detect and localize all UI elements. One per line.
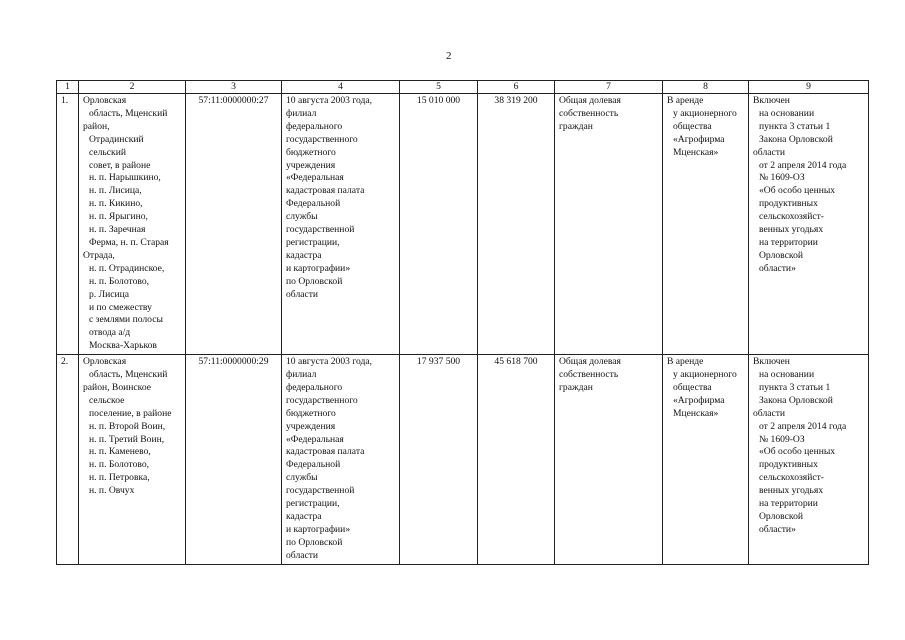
encumbrance-cell-line: Мценская» (673, 407, 719, 419)
location-cell-line: Отрада, (83, 249, 115, 261)
basis-cell-line: от 2 апреля 2014 года (759, 159, 847, 171)
encumbrance-cell-line: В аренде (667, 356, 704, 368)
basis-cell-line: на основании (759, 369, 815, 381)
location-cell-line: н. п. Отрадинское, (89, 262, 165, 274)
encumbrance-cell-line: общества (673, 120, 712, 132)
ownership-cell (555, 94, 663, 355)
registration-cell-line: области (286, 288, 319, 300)
area-cell: 17 937 500 (400, 355, 478, 565)
registration-cell-line: Федеральной (286, 198, 341, 210)
encumbrance-cell-line: Мценская» (673, 146, 719, 158)
registration-cell-line: и картографии» (286, 523, 351, 535)
basis-cell-line: пункта 3 статьи 1 (759, 120, 831, 132)
basis-cell-line: венных угодьях (759, 485, 824, 497)
registration-cell-line: учреждения (286, 420, 336, 432)
location-cell-line: с землями полосы (89, 314, 163, 326)
registration-cell-line: государственного (286, 133, 358, 145)
registration-cell-line: государственного (286, 394, 358, 406)
area-cell: 15 010 000 (400, 94, 478, 355)
registration-cell-line: государственной (286, 224, 355, 236)
basis-cell-line: Орловской (759, 249, 804, 261)
location-cell-line: н. п. Заречная (89, 224, 146, 236)
ownership-cell-line: граждан (559, 381, 593, 393)
registration-cell-line: «Федеральная (286, 433, 344, 445)
basis-cell-line: на основании (759, 107, 815, 119)
value-cell: 38 319 200 (478, 94, 555, 355)
encumbrance-cell-line: у акционерного (673, 369, 737, 381)
location-cell-line: н. п. Овчух (89, 485, 135, 497)
registration-cell (282, 355, 400, 565)
cadastral-number: 57:11:0000000:29 (186, 355, 282, 565)
basis-cell-line: Закона Орловской (759, 394, 833, 406)
location-cell-line: н. п. Болотово, (89, 459, 150, 471)
basis-cell-line: Включен (753, 95, 790, 106)
registration-cell-line: 10 августа 2003 года, (286, 356, 373, 368)
registration-cell-line: кадастра (286, 511, 322, 522)
registration-cell-line: регистрации, (286, 236, 340, 248)
registration-cell-line: «Федеральная (286, 172, 344, 184)
ownership-cell-line: собственность (559, 369, 619, 381)
registration-cell-line: 10 августа 2003 года, (286, 95, 373, 106)
column-header: 3 (186, 81, 282, 94)
ownership-cell-line: Общая долевая (559, 356, 621, 368)
basis-cell-line: венных угодьях (759, 224, 824, 236)
column-header: 2 (79, 81, 186, 94)
registration-cell-line: бюджетного (286, 407, 336, 419)
ownership-cell-line: собственность (559, 107, 619, 119)
page-number: 2 (446, 50, 452, 62)
registration-cell-line: федерального (286, 381, 343, 393)
column-header: 9 (749, 81, 869, 94)
basis-cell-line: сельскохозяйст- (759, 472, 824, 484)
column-header: 8 (663, 81, 749, 94)
location-cell-line: сельское (89, 394, 125, 406)
table-row (57, 94, 869, 355)
registration-cell-line: службы (286, 472, 318, 484)
location-cell-line: н. п. Лисица, (89, 185, 142, 197)
header-row (57, 81, 869, 94)
encumbrance-cell (663, 355, 749, 565)
registration-cell-line: федерального (286, 120, 343, 132)
basis-cell-line: области» (759, 262, 796, 274)
registration-cell-line: Федеральной (286, 459, 341, 471)
location-cell-line: н. п. Петровка, (89, 472, 150, 484)
basis-cell-line: Орловской (759, 511, 804, 522)
basis-cell-line: сельскохозяйст- (759, 211, 824, 223)
registration-cell-line: государственной (286, 485, 355, 497)
basis-cell-line: продуктивных (759, 198, 818, 210)
registration-cell-line: филиал (286, 107, 317, 119)
basis-cell-line: «Об особо ценных (759, 185, 836, 197)
basis-cell-line: на территории (759, 236, 818, 248)
land-registry-table (56, 80, 869, 565)
registration-cell-line: филиал (286, 369, 317, 381)
location-cell-line: район, Воинское (83, 381, 151, 393)
basis-cell-line: продуктивных (759, 459, 818, 471)
location-cell (79, 94, 186, 355)
basis-cell-line: Включен (753, 356, 790, 368)
location-cell-line: Отрадинский (89, 133, 144, 145)
location-cell-line: Москва-Харьков (89, 340, 157, 352)
location-cell-line: н. п. Кикино, (89, 198, 143, 210)
basis-cell-line: области» (759, 523, 796, 535)
location-cell (79, 355, 186, 565)
column-header: 6 (478, 81, 555, 94)
location-cell-line: отвода а/д (89, 327, 131, 339)
location-cell-line: н. п. Второй Воин, (89, 420, 166, 432)
encumbrance-cell-line: у акционерного (673, 107, 737, 119)
basis-cell (749, 94, 869, 355)
encumbrance-cell-line: «Агрофирма (673, 133, 725, 145)
ownership-cell-line: граждан (559, 120, 593, 132)
basis-cell-line: «Об особо ценных (759, 446, 836, 458)
registration-cell-line: кадастровая палата (286, 185, 365, 197)
location-cell-line: Орловская (83, 356, 127, 368)
registration-cell-line: по Орловской (286, 275, 343, 287)
column-header: 4 (282, 81, 400, 94)
encumbrance-cell-line: В аренде (667, 95, 704, 106)
ownership-cell (555, 355, 663, 565)
column-header: 5 (400, 81, 478, 94)
row-number: 2. (57, 355, 79, 565)
basis-cell-line: на территории (759, 498, 818, 510)
cadastral-number: 57:11:0000000:27 (186, 94, 282, 355)
registration-cell-line: учреждения (286, 159, 336, 171)
ownership-cell-line: Общая долевая (559, 95, 621, 106)
column-header: 7 (555, 81, 663, 94)
encumbrance-cell (663, 94, 749, 355)
location-cell-line: область, Мценский (89, 107, 168, 119)
encumbrance-cell-line: «Агрофирма (673, 394, 725, 406)
registration-cell-line: области (286, 549, 319, 561)
registration-cell-line: кадастровая палата (286, 446, 365, 458)
location-cell-line: н. п. Третий Воин, (89, 433, 165, 445)
basis-cell-line: Закона Орловской (759, 133, 833, 145)
location-cell-line: н. п. Ярыгино, (89, 211, 148, 223)
location-cell-line: область, Мценский (89, 369, 168, 381)
basis-cell-line: области (753, 146, 786, 158)
location-cell-line: н. п. Болотово, (89, 275, 150, 287)
row-number: 1. (57, 94, 79, 355)
table-row (57, 355, 869, 565)
registration-cell-line: и картографии» (286, 262, 351, 274)
basis-cell-line: области (753, 407, 786, 419)
basis-cell-line: № 1609-ОЗ (759, 433, 805, 445)
basis-cell (749, 355, 869, 565)
location-cell-line: Ферма, н. п. Старая (89, 236, 169, 248)
location-cell-line: совет, в районе (89, 159, 151, 171)
location-cell-line: р. Лисица (89, 288, 130, 300)
registration-cell (282, 94, 400, 355)
location-cell-line: район, (83, 120, 110, 132)
column-header: 1 (57, 81, 79, 94)
location-cell-line: Орловская (83, 95, 127, 106)
value-cell: 45 618 700 (478, 355, 555, 565)
location-cell-line: сельский (89, 146, 126, 158)
location-cell-line: н. п. Каменево, (89, 446, 151, 458)
basis-cell-line: пункта 3 статьи 1 (759, 381, 831, 393)
registration-cell-line: службы (286, 211, 318, 223)
registration-cell-line: по Орловской (286, 536, 343, 548)
basis-cell-line: № 1609-ОЗ (759, 172, 805, 184)
basis-cell-line: от 2 апреля 2014 года (759, 420, 847, 432)
encumbrance-cell-line: общества (673, 381, 712, 393)
registration-cell-line: регистрации, (286, 498, 340, 510)
location-cell-line: н. п. Нарышкино, (89, 172, 161, 184)
location-cell-line: и по смежеству (89, 301, 152, 313)
registration-cell-line: кадастра (286, 249, 322, 261)
location-cell-line: поселение, в районе (89, 407, 172, 419)
registration-cell-line: бюджетного (286, 146, 336, 158)
